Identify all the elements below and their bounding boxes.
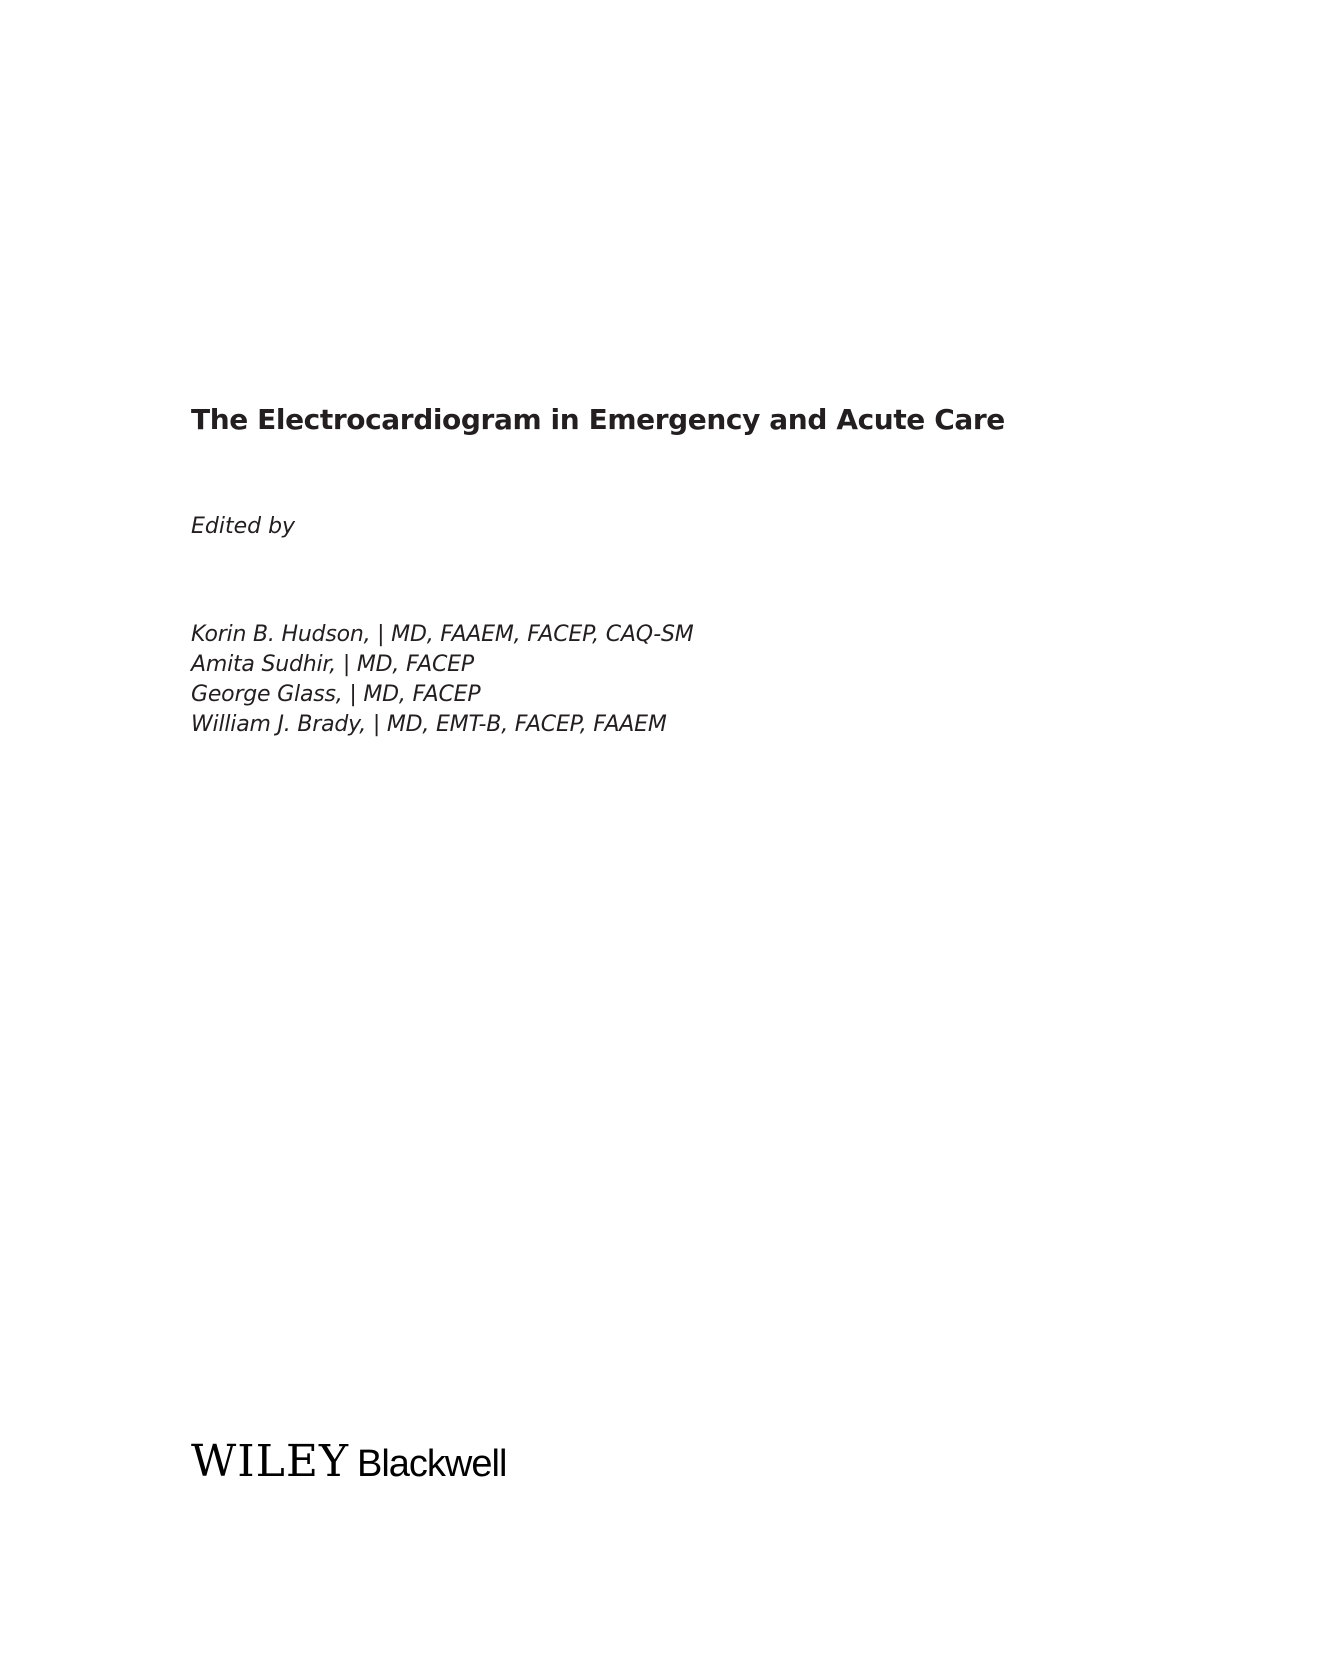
logo-wordmark-wiley: WILEY xyxy=(191,1436,349,1487)
editor-name: Amita Sudhir, | MD, FACEP xyxy=(191,652,474,677)
publisher-logo xyxy=(191,1438,506,1486)
editors-list xyxy=(191,620,694,740)
editor-name: William J. Brady, | MD, EMT-B, FACEP, FAAEM xyxy=(191,712,667,737)
edited-by-label: Edited by xyxy=(191,514,296,539)
editor-name: George Glass, | MD, FACEP xyxy=(191,682,481,707)
logo-wordmark-blackwell: Blackwell xyxy=(357,1443,507,1485)
book-title: The Electrocardiogram in Emergency and Acute Care xyxy=(191,403,1005,436)
editor-name: Korin B. Hudson, | MD, FAAEM, FACEP, CAQ-SM xyxy=(191,622,694,647)
